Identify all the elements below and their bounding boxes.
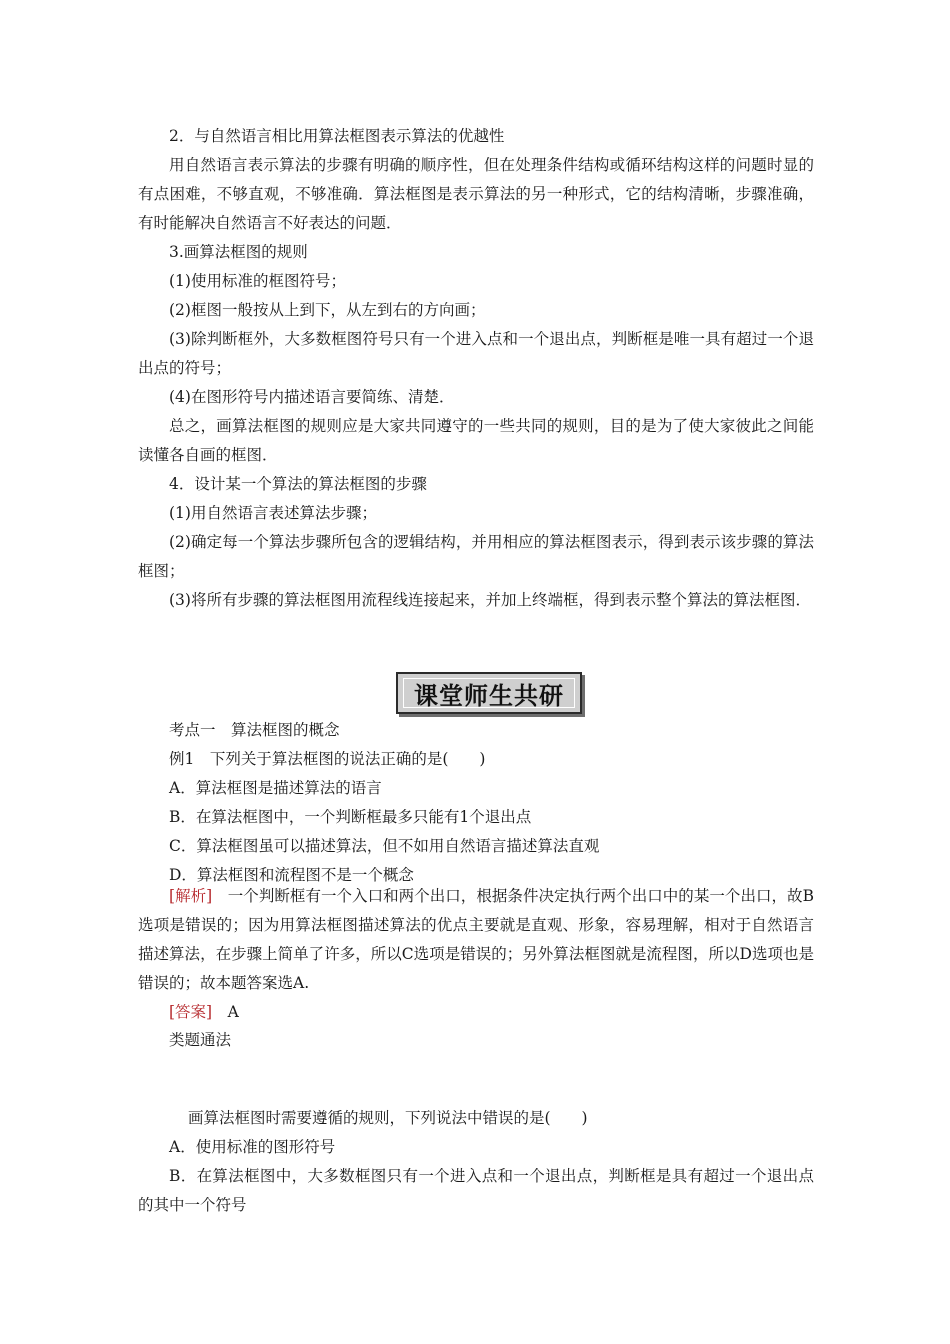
- example-1-option-b: B．在算法框图中，一个判断框最多只能有1个退出点: [169, 808, 532, 826]
- analysis-text: 一个判断框有一个入口和两个出口，根据条件决定执行两个出口中的某一个出口，故B选项是错误的；因为用算法框图描述算法的优点主要就是直观、形象，容易理解，相对于自然语言描述算法，在步骤上简单了许多，所以C选项是错误的；另外算法框图就是流程图，所以D选项也是错误的；故本题答案选A.: [138, 887, 814, 992]
- section-2-body: 用自然语言表示算法的步骤有明确的顺序性，但在处理条件结构或循环结构这样的问题时显的有点困难，不够直观，不够准确．算法框图是表示算法的另一种形式，它的结构清晰，步骤准确，有时能解决自然语言不好表达的问题．: [138, 156, 814, 232]
- rule-1: (1)使用标准的框图符号；: [169, 272, 346, 290]
- section-banner-title: 课堂师生共研: [403, 678, 575, 708]
- section-4-heading: 4．设计某一个算法的算法框图的步骤: [169, 475, 427, 493]
- answer-text: A: [212, 1003, 239, 1021]
- example-1-option-c: C．算法框图虽可以描述算法，但不如用自然语言描述算法直观: [169, 837, 600, 855]
- practice-option-b: B．在算法框图中，大多数框图只有一个进入点和一个退出点，判断框是具有超过一个退出点的其中一个符号: [138, 1167, 814, 1214]
- step-3: (3)将所有步骤的算法框图用流程线连接起来，并加上终端框，得到表示整个算法的算法框图．: [169, 591, 811, 609]
- practice-option-a: A．使用标准的图形符号: [169, 1138, 336, 1156]
- practice-question: 画算法框图时需要遵循的规则，下列说法中错误的是( ): [188, 1109, 588, 1127]
- rule-3: (3)除判断框外，大多数框图符号只有一个进入点和一个退出点，判断框是唯一具有超过一个退出点的符号；: [138, 330, 814, 377]
- section-2-heading: 2．与自然语言相比用算法框图表示算法的优越性: [169, 127, 505, 145]
- step-1: (1)用自然语言表述算法步骤；: [169, 504, 377, 522]
- example-1-option-d: D．算法框图和流程图不是一个概念: [169, 866, 414, 884]
- answer-tag: [答案]: [169, 1003, 213, 1021]
- rule-2: (2)框图一般按从上到下，从左到右的方向画；: [169, 301, 486, 319]
- analysis-tag: [解析]: [169, 887, 213, 905]
- rules-summary: 总之，画算法框图的规则应是大家共同遵守的一些共同的规则，目的是为了使大家彼此之间能读懂各自画的框图．: [138, 417, 814, 464]
- rule-4: (4)在图形符号内描述语言要简练、清楚．: [169, 388, 455, 406]
- section-banner: [396, 672, 582, 714]
- topic-heading: 考点一 算法框图的概念: [169, 721, 340, 739]
- example-1-option-a: A．算法框图是描述算法的语言: [169, 779, 382, 797]
- step-2: (2)确定每一个算法步骤所包含的逻辑结构，并用相应的算法框图表示，得到表示该步骤的算法框图；: [138, 533, 814, 580]
- section-3-heading: 3.画算法框图的规则: [169, 243, 308, 261]
- example-1-analysis: [138, 882, 814, 998]
- example-1-question: 例1 下列关于算法框图的说法正确的是( ): [169, 750, 486, 768]
- method-heading: 类题通法: [169, 1031, 232, 1049]
- example-1-answer: [169, 998, 814, 1027]
